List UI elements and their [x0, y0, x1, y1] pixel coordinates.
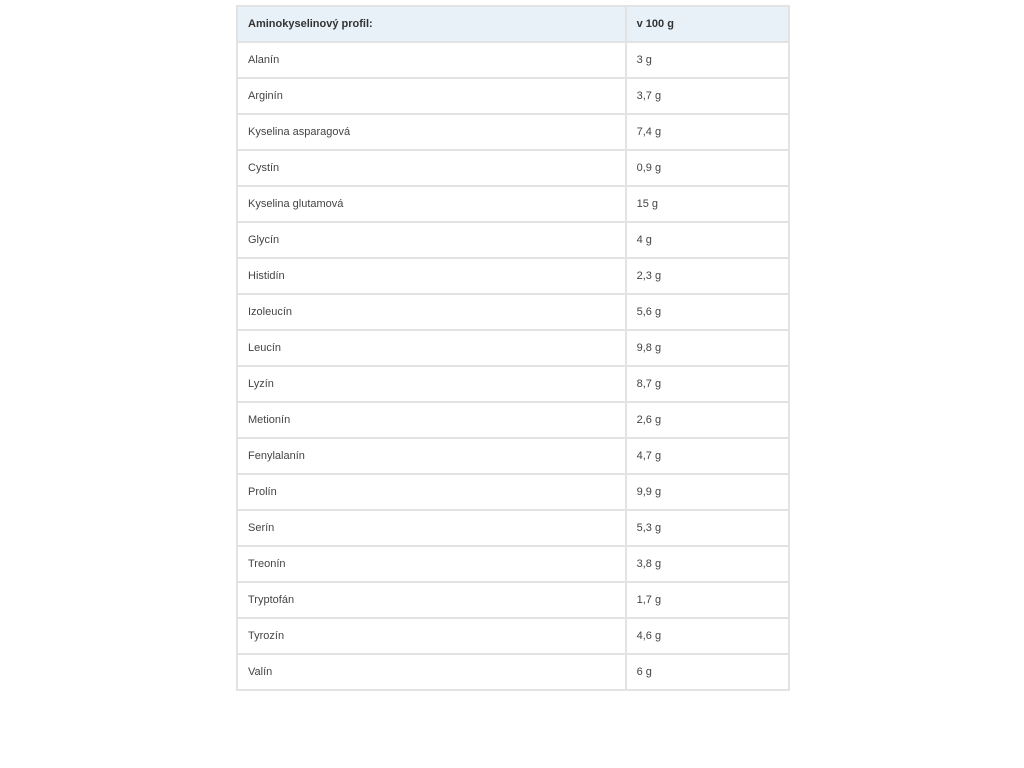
amino-acid-name: Valín [237, 654, 626, 690]
column-header-name: Aminokyselinový profil: [237, 6, 626, 42]
amino-acid-name: Alanín [237, 42, 626, 78]
table-row [237, 78, 789, 114]
table-row [237, 186, 789, 222]
table-header-row [237, 6, 789, 42]
amino-acid-name: Histidín [237, 258, 626, 294]
table-row [237, 546, 789, 582]
table-row [237, 474, 789, 510]
amino-acid-amount: 9,8 g [626, 330, 789, 366]
amino-acid-name: Metionín [237, 402, 626, 438]
amino-acid-name: Izoleucín [237, 294, 626, 330]
amino-acid-amount: 3,7 g [626, 78, 789, 114]
amino-acid-name: Tyrozín [237, 618, 626, 654]
table-row [237, 618, 789, 654]
amino-acid-name: Leucín [237, 330, 626, 366]
amino-acid-name: Lyzín [237, 366, 626, 402]
table-row [237, 150, 789, 186]
amino-acid-amount: 9,9 g [626, 474, 789, 510]
table-row [237, 438, 789, 474]
amino-acid-amount: 8,7 g [626, 366, 789, 402]
table-row [237, 294, 789, 330]
table-header [237, 6, 789, 42]
amino-acid-name: Prolín [237, 474, 626, 510]
amino-acid-amount: 3,8 g [626, 546, 789, 582]
amino-acid-amount: 2,6 g [626, 402, 789, 438]
amino-acid-name: Fenylalanín [237, 438, 626, 474]
amino-acid-amount: 1,7 g [626, 582, 789, 618]
amino-acid-amount: 0,9 g [626, 150, 789, 186]
amino-acid-name: Kyselina glutamová [237, 186, 626, 222]
table-row [237, 42, 789, 78]
table-row [237, 402, 789, 438]
amino-acid-amount: 4,6 g [626, 618, 789, 654]
table-row [237, 582, 789, 618]
amino-acid-amount: 3 g [626, 42, 789, 78]
amino-acid-name: Kyselina asparagová [237, 114, 626, 150]
table-row [237, 114, 789, 150]
table-body [237, 42, 789, 690]
amino-acid-amount: 5,6 g [626, 294, 789, 330]
amino-acid-name: Arginín [237, 78, 626, 114]
table-row [237, 258, 789, 294]
amino-acid-amount: 4,7 g [626, 438, 789, 474]
amino-acid-amount: 4 g [626, 222, 789, 258]
amino-acid-name: Glycín [237, 222, 626, 258]
amino-acid-amount: 5,3 g [626, 510, 789, 546]
column-header-value: v 100 g [626, 6, 789, 42]
amino-acid-amount: 15 g [626, 186, 789, 222]
table-row [237, 366, 789, 402]
table-row [237, 510, 789, 546]
table-row [237, 654, 789, 690]
amino-acid-amount: 7,4 g [626, 114, 789, 150]
amino-acid-name: Tryptofán [237, 582, 626, 618]
amino-acid-table [236, 5, 790, 691]
table-row [237, 330, 789, 366]
amino-acid-amount: 2,3 g [626, 258, 789, 294]
amino-acid-name: Treonín [237, 546, 626, 582]
amino-acid-amount: 6 g [626, 654, 789, 690]
table-row [237, 222, 789, 258]
amino-acid-name: Cystín [237, 150, 626, 186]
amino-acid-name: Serín [237, 510, 626, 546]
